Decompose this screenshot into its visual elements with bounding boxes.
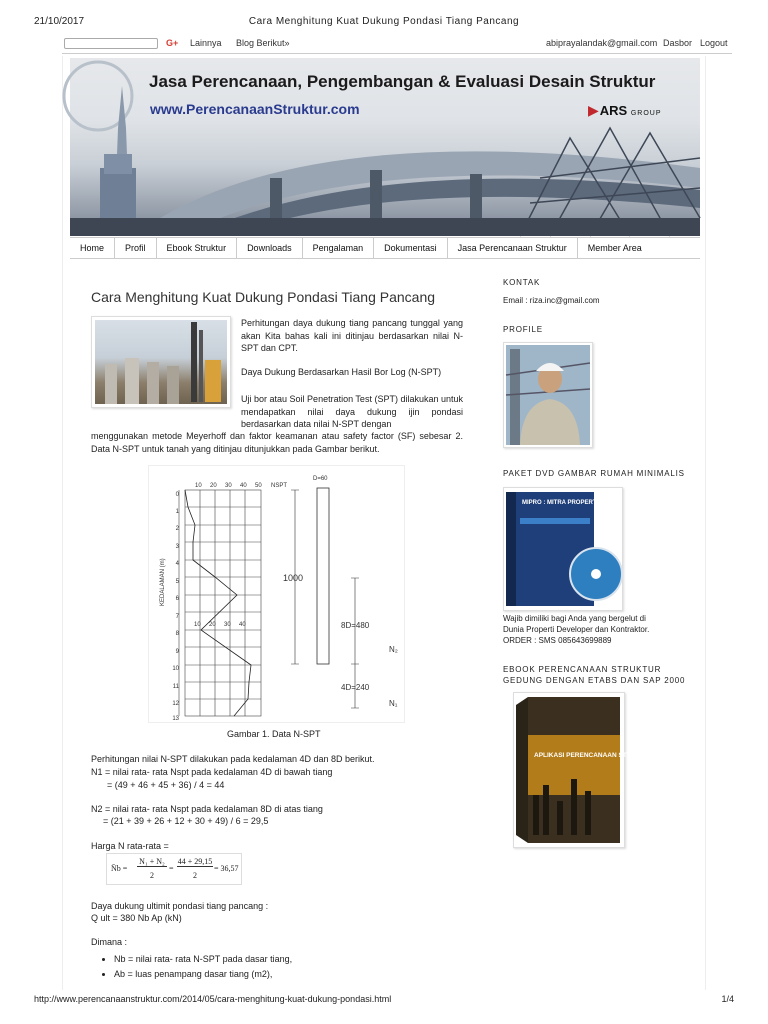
depth-8d: 8D=480 — [341, 621, 370, 630]
calc-intro: Perhitungan nilai N-SPT dilakukan pada kedalaman 4D dan 8D berikut. — [91, 754, 375, 764]
depth-tick: 7 — [175, 614, 179, 620]
banner-title: Jasa Perencanaan, Pengembangan & Evaluasi Desain Struktur — [149, 72, 656, 91]
depth-tick: 8 — [175, 631, 179, 637]
kontak-title: KONTAK — [503, 278, 541, 287]
list-item: • Nb = nilai rata- rata N-SPT pada dasar tiang, — [114, 952, 292, 967]
n2-definition: N2 = nilai rata- rata Nspt pada kedalaman 8D di atas tiang — [91, 804, 323, 814]
depth-tick: 3 — [175, 544, 179, 550]
formula-frac2-den: 2 — [193, 871, 197, 880]
ebook-cover-title: APLIKASI PERENCANAAN STRUKTUR GEDUNG — [534, 752, 685, 759]
menu-item-jasa[interactable]: Jasa Perencanaan Struktur — [448, 238, 578, 258]
google-plus-button[interactable]: G+ — [166, 38, 179, 48]
nspt-top-tick: 20 — [210, 483, 217, 489]
definitions-list — [104, 952, 292, 982]
nspt-axis-label: NSPT — [271, 483, 288, 489]
spt-paragraph-2: menggunakan metode Meyerhoff dan faktor keamanan atau safety factor (SF) sebesar 2. Data N-SPT untuk tanah yang ditinjau ditunjukkan pada Gambar berikut. — [91, 431, 463, 454]
nspt-top-tick: 30 — [225, 483, 232, 489]
depth-tick: 0 — [175, 492, 179, 498]
search-input[interactable] — [64, 38, 158, 49]
spt-paragraph-1: Uji bor atau Soil Penetration Test (SPT) dilakukan untuk mendapatkan nilai daya dukung ijin pondasi berdasarkan data nilai N-SPT dengan — [241, 394, 463, 429]
formula-frac1-den: 2 — [150, 871, 154, 880]
menu-item-member[interactable]: Member Area — [587, 243, 642, 253]
post-intro: Perhitungan daya dukung tiang pancang tunggal yang akan Kita bahas kali ini ditinjau berdasarkan nilai N-SPT dan CPT. — [241, 318, 463, 353]
print-page-number: 1/4 — [721, 994, 734, 1004]
ebook-product-image[interactable] — [513, 692, 685, 848]
ebook-title-2: GEDUNG DENGAN ETABS DAN SAP 2000 — [503, 676, 686, 685]
depth-tick: 2 — [175, 526, 179, 532]
formula-result: = 36,57 — [214, 864, 239, 873]
nspt-diagram — [149, 466, 406, 724]
ebook-cover — [516, 695, 685, 845]
formula-frac1-num: N₁ + N₂ — [137, 857, 167, 867]
nspt-mid-tick: 20 — [209, 622, 216, 628]
depth-4d: 4D=240 — [341, 683, 370, 692]
print-footer — [0, 994, 768, 1008]
profile-title: PROFILE — [503, 325, 543, 334]
dvd-cover-title: MIPRO : MITRA PROPERTI — [522, 500, 599, 506]
menu-item-ebook[interactable]: Ebook Struktur — [157, 238, 238, 258]
ars-logo-mark: ▶ — [588, 102, 600, 118]
pile-shape — [317, 488, 329, 664]
dvd-text-2: Dunia Properti Developer dan Kontraktor. — [503, 625, 650, 634]
header-banner[interactable] — [70, 58, 700, 236]
kontak-email[interactable]: Email : riza.inc@gmail.com — [503, 296, 600, 305]
dvd-title: PAKET DVD GAMBAR RUMAH MINIMALIS — [503, 469, 685, 478]
ars-logo-text: ARS — [599, 103, 628, 118]
qult-formula: Q ult = 380 Nb Ap (kN) — [91, 913, 182, 923]
print-date: 21/10/2017 — [34, 16, 85, 27]
post-image[interactable] — [91, 316, 231, 408]
nspt-figure[interactable] — [148, 465, 405, 723]
dvd-order: ORDER : SMS 085643699889 — [503, 636, 612, 645]
menu-item-home[interactable]: Home — [70, 238, 115, 258]
formula-frac2-num: 44 + 29,15 — [177, 857, 213, 866]
user-email: abiprayalandak@gmail.com — [546, 38, 658, 48]
depth-tick: 10 — [172, 666, 179, 672]
pile-diameter: D=60 — [313, 476, 328, 482]
dvd-product-image[interactable] — [503, 487, 623, 611]
next-blog-link[interactable]: Blog Berikut» — [236, 38, 290, 48]
figure-caption: Gambar 1. Data N-SPT — [227, 729, 321, 739]
print-url: http://www.perencanaanstruktur.com/2014/05/cara-menghitung-kuat-dukung-pondasi.html — [34, 994, 392, 1004]
print-header — [0, 16, 768, 30]
ars-logo-sub: GROUP — [630, 110, 662, 117]
depth-tick: 12 — [172, 701, 179, 707]
blogger-navbar — [62, 36, 732, 54]
main-menu — [70, 237, 700, 259]
nspt-top-tick: 50 — [255, 483, 262, 489]
n2-label: N₂ — [389, 645, 398, 654]
dashboard-link[interactable]: Dasbor — [663, 38, 693, 48]
formula-lhs: N̄b = — [111, 864, 128, 873]
n1-definition: N1 = nilai rata- rata Nspt pada kedalaman 4D di bawah tiang — [91, 767, 333, 777]
profile-photo[interactable] — [503, 342, 593, 448]
menu-item-pengalaman[interactable]: Pengalaman — [303, 238, 375, 258]
depth-axis-label: KEDALAMAN (m) — [160, 558, 166, 606]
n1-label: N₁ — [389, 699, 398, 708]
n-average-formula — [106, 853, 242, 885]
avatar — [506, 345, 590, 445]
ars-logo — [588, 102, 662, 119]
depth-tick: 9 — [175, 649, 179, 655]
ebook-title-1: EBOOK PERENCANAAN STRUKTUR — [503, 665, 662, 674]
print-title: Cara Menghitung Kuat Dukung Pondasi Tiang Pancang — [248, 16, 520, 27]
dvd-cover — [506, 490, 620, 608]
dimana-label: Dimana : — [91, 937, 128, 947]
depth-tick: 4 — [175, 561, 179, 567]
depth-tick: 5 — [175, 579, 179, 585]
n2-equation: = (21 + 39 + 26 + 12 + 30 + 49) / 6 = 29,5 — [103, 816, 269, 826]
harga-n-rata: Harga N rata-rata = — [91, 841, 169, 851]
depth-tick: 13 — [172, 716, 179, 722]
nspt-mid-tick: 30 — [224, 622, 231, 628]
spt-heading: Daya Dukung Berdasarkan Hasil Bor Log (N-SPT) — [241, 367, 442, 377]
post-title[interactable]: Cara Menghitung Kuat Dukung Pondasi Tiang Pancang — [91, 289, 436, 305]
nspt-mid-tick: 10 — [194, 622, 201, 628]
nspt-top-tick: 40 — [240, 483, 247, 489]
menu-item-dokumentasi[interactable]: Dokumentasi — [374, 238, 448, 258]
n1-equation: = (49 + 46 + 45 + 36) / 4 = 44 — [107, 780, 225, 790]
depth-tick: 1 — [175, 509, 179, 515]
depth-tick: 11 — [172, 684, 179, 690]
more-link[interactable]: Lainnya — [190, 38, 222, 48]
pile-driving-photo — [95, 320, 227, 404]
banner-url: www.PerencanaanStruktur.com — [150, 101, 360, 117]
menu-item-downloads[interactable]: Downloads — [237, 238, 303, 258]
formula-equals: = — [169, 864, 174, 873]
pile-length: 1000 — [283, 573, 304, 583]
ultimit-heading: Daya dukung ultimit pondasi tiang pancang : — [91, 901, 269, 911]
depth-tick: 6 — [175, 596, 179, 602]
nspt-top-tick: 10 — [195, 483, 202, 489]
menu-item-profil[interactable]: Profil — [115, 238, 157, 258]
dvd-text-1: Wajib dimiliki bagi Anda yang bergelut di — [503, 614, 646, 623]
list-item: • Ab = luas penampang dasar tiang (m2), — [114, 967, 292, 982]
logout-link[interactable]: Logout — [700, 38, 728, 48]
nspt-mid-tick: 40 — [239, 622, 246, 628]
